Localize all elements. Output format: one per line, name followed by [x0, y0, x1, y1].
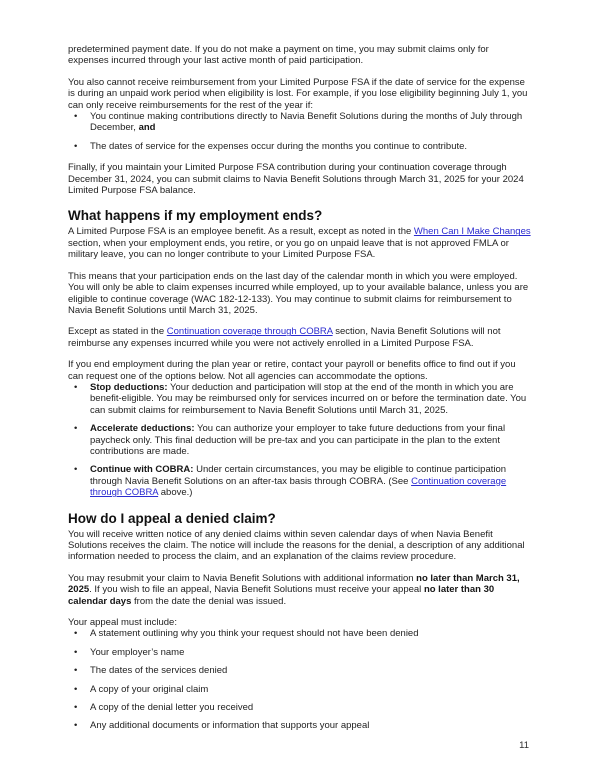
text-run: The dates of service for the expenses occur during the months you continue to contribute. — [90, 140, 468, 152]
text-run: This means that your participation ends on the last day of the calendar month in which you were employed. You will only be able to claim expenses incurred while employed, up to your available balance, unless you are eligible to continue coverage (WAC 182-12-133). You may continue to submit claims for reimbursement to Navia Benefit Solutions until March 31, 2025. — [68, 270, 529, 316]
list-item-stop-deductions — [68, 382, 532, 416]
bold-text: no later than 30 calendar days — [68, 584, 495, 607]
text-run: section, Navia Benefit Solutions will not reimburse any expenses incurred while you were not actively enrolled in a Limited Purpose FSA. — [68, 326, 501, 349]
bullet-list-appeal-requirements — [68, 628, 532, 731]
text-run: . If you wish to file an appeal, Navia Benefit Solutions must receive your appeal — [89, 584, 424, 596]
bold-text: and — [138, 122, 156, 134]
paragraph-finally-continuation — [68, 162, 532, 196]
list-item-statement — [68, 628, 532, 639]
hyperlink[interactable]: Continuation coverage through COBRA — [166, 326, 333, 338]
text-run: Your employer’s name — [90, 646, 185, 658]
text-run: Except as stated in the — [68, 326, 167, 338]
bold-text: Continue with COBRA: — [90, 464, 194, 476]
text-run: You may resubmit your claim to Navia Benefit Solutions with additional information — [68, 572, 417, 584]
paragraph-except-cobra — [68, 326, 532, 349]
list-item-additional-documents — [68, 720, 532, 731]
text-run: A Limited Purpose FSA is an employee benefit. As a result, except as noted in the — [68, 226, 414, 238]
text-run: above.) — [158, 487, 193, 499]
bold-text: no later than March 31, 2025 — [68, 572, 520, 596]
text-run: Finally, if you maintain your Limited Purpose FSA contribution during your continuation coverage through December 31, 2024, you can submit claims to Navia Benefit Solutions through March 31, 2025 for your 2024 Limited Purpose FSA balance. — [68, 162, 524, 197]
paragraph-participation-ends — [68, 271, 532, 317]
text-run: You continue making contributions directly to Navia Benefit Solutions during the months of July through December, — [90, 111, 523, 134]
bullet-list-eligibility-conditions — [68, 111, 532, 152]
bullet-list-options — [68, 382, 532, 499]
list-item-continue-with-cobra — [68, 464, 532, 498]
paragraph-employee-benefit — [68, 226, 532, 260]
text-run: section, when your employment ends, you retire, or you go on unpaid leave that is not approved FMLA or military leave, you can no longer contribute to your Limited Purpose FSA. — [68, 237, 509, 261]
list-item-employer-name — [68, 647, 532, 658]
list-item-copy-denial-letter — [68, 702, 532, 713]
text-run: Your deduction and participation will stop at the end of the month in which you are benefit-eligible. You may be reimbursed only for services incurred on or before the termination date. You can submit claims for reimbursement to Navia Benefit Solutions until March 31, 2025. — [90, 381, 527, 416]
page-number: 11 — [519, 740, 529, 751]
text-run: A copy of the denial letter you received — [90, 702, 254, 714]
paragraph-written-notice — [68, 529, 532, 563]
list-item-copy-original-claim — [68, 684, 532, 695]
paragraph-payment-date — [68, 44, 532, 67]
list-item-accelerate-deductions — [68, 423, 532, 457]
text-run: Your appeal must include: — [68, 617, 177, 629]
paragraph-end-employment-options — [68, 359, 532, 382]
bold-text: Accelerate deductions: — [90, 423, 195, 435]
list-item-continue-contributions — [68, 111, 532, 134]
text-run: Any additional documents or information that supports your appeal — [90, 720, 370, 732]
text-run: from the date the denial was issued. — [131, 595, 287, 607]
text-run: If you end employment during the plan year or retire, contact your payroll or benefits office to find out if you can request one of the options below. Not all agencies can accommodate the options. — [68, 359, 516, 382]
bold-text: Stop deductions: — [90, 381, 168, 393]
text-run: A copy of your original claim — [90, 683, 209, 695]
section-heading-employment-ends: What happens if my employment ends? — [68, 208, 323, 224]
text-run: You will receive written notice of any denied claims within seven calendar days of when Navia Benefit Solutions receives the claim. The notice will include the reasons for the denial, a description of any additional information needed to process the claim, and an explanation of the claims review procedure. — [68, 528, 525, 563]
list-item-dates-of-service — [68, 141, 532, 152]
paragraph-resubmit-claim — [68, 573, 532, 607]
text-run: You can authorize your employer to take future deductions from your final paycheck only. This final deduction will be pre-tax and you can participate in the plan to the extent contributions are made. — [90, 423, 506, 457]
section-heading-appeal-denied-claim: How do I appeal a denied claim? — [68, 510, 276, 526]
paragraph-appeal-must-include — [68, 617, 532, 628]
text-run: You also cannot receive reimbursement from your Limited Purpose FSA if the date of service for the expense is during an unpaid work period when eligibility is lost. For example, if you lose eligibility beginning July 1, you can only receive reimbursements for the rest of the year if: — [68, 76, 528, 111]
hyperlink[interactable]: Continuation coverage through COBRA — [90, 475, 507, 499]
text-run: predetermined payment date. If you do not make a payment on time, you may submit claims only for expenses incurred through your last active month of paid participation. — [68, 44, 489, 67]
document-content — [68, 44, 532, 742]
list-item-dates-denied — [68, 665, 532, 676]
paragraph-no-reimbursement — [68, 77, 532, 111]
text-run: A statement outlining why you think your request should not have been denied — [90, 628, 419, 640]
text-run: The dates of the services denied — [90, 665, 228, 677]
hyperlink[interactable]: When Can I Make Changes — [413, 226, 531, 238]
text-run: Under certain circumstances, you may be eligible to continue participation through Navia Benefit Solutions on an after-tax basis through COBRA. (See — [90, 464, 507, 487]
